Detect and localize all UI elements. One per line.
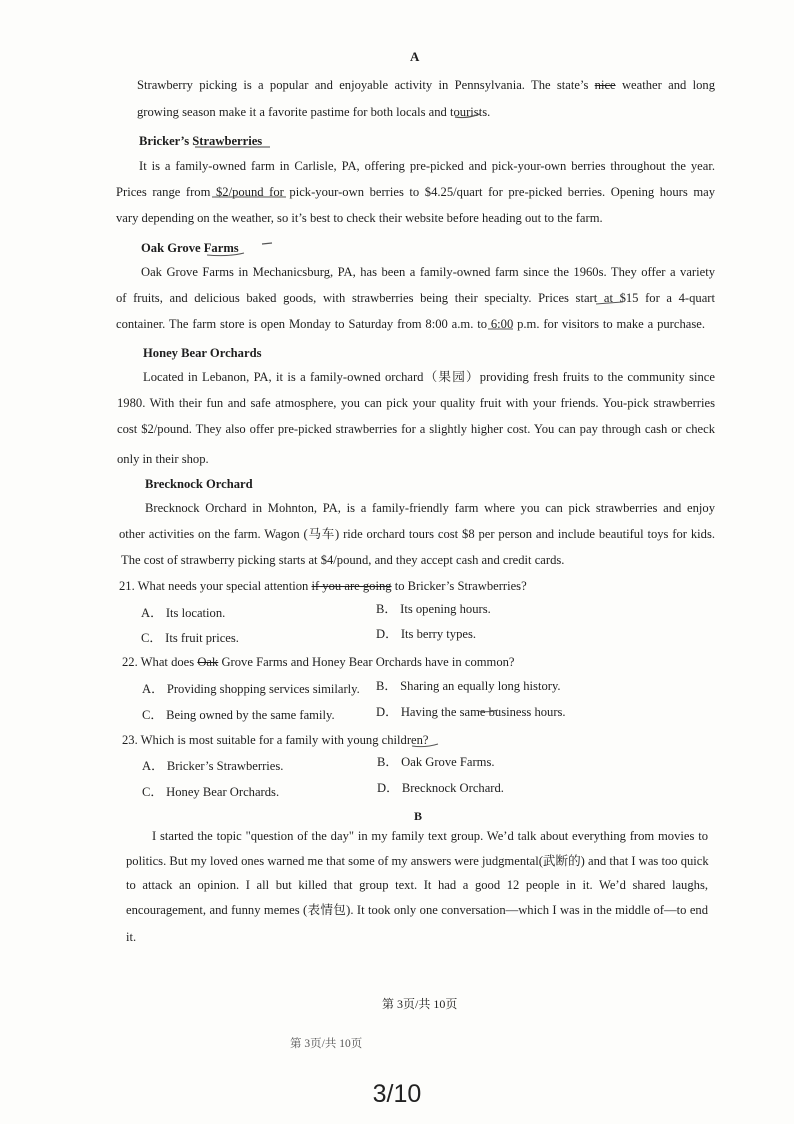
pencil-underline-children bbox=[412, 744, 438, 747]
farm-1-line-3: vary depending on the weather, so it’s best to check their website before heading out to the farm. bbox=[116, 211, 603, 225]
section-b-line-2: politics. But my loved ones warned me that some of my answers were judgmental(武断的) and that I was too quick bbox=[126, 854, 709, 868]
farm-4-line-1: Brecknock Orchard in Mohnton, PA, is a family-friendly farm where you can pick strawberries and enjoy bbox=[145, 501, 715, 515]
pencil-underline-oak bbox=[207, 253, 244, 256]
question-21-post: Bricker’s Strawberries? bbox=[404, 579, 527, 593]
intro-line-1-pre: Strawberry picking is a popular and enjoyable activity in Pennsylvania. The state’s bbox=[137, 78, 595, 92]
question-21-pre: 21. What needs your special attention bbox=[119, 579, 312, 593]
pencil-dash-mark bbox=[262, 243, 272, 244]
pencil-underline-long bbox=[478, 710, 498, 712]
intro-struck-word: nice bbox=[594, 78, 616, 92]
section-b-line-1: I started the topic "question of the day" in my family text group. We’d talk about everything from movies to bbox=[152, 829, 708, 843]
pencil-underline-intro bbox=[455, 114, 480, 118]
section-b-line-3: to attack an opinion. I all but killed that group text. It had a good 12 people in it. We’d shared laughs, bbox=[126, 878, 708, 892]
pencil-underline-quart bbox=[596, 302, 622, 304]
farm-heading-brickers: Bricker’s Strawberries bbox=[139, 134, 263, 148]
farm-2-line-1: Oak Grove Farms in Mechanicsburg, PA, has been a family-owned farm since the 1960s. They offer a variety bbox=[141, 265, 715, 279]
q22-option-a: A． Providing shopping services similarly. bbox=[142, 682, 360, 696]
q21-option-c: C． Its fruit prices. bbox=[141, 631, 239, 645]
farm-4-line-3: The cost of strawberry picking starts at $4/pound, and they accept cash and credit cards. bbox=[121, 553, 565, 567]
farm-3-line-2: 1980. With their fun and safe atmosphere, you can pick your quality fruit with your friends. You-pick strawberries bbox=[117, 396, 715, 410]
q23-option-c: C． Honey Bear Orchards. bbox=[142, 785, 280, 799]
farm-3-line-4: only in their shop. bbox=[117, 452, 209, 466]
farm-3-line-3: cost $2/pound. They also offer pre-picked strawberries for a slightly higher cost. You can pay through cash or check bbox=[117, 422, 715, 436]
farm-2-line-3: container. The farm store is open Monday to Saturday from 8:00 a.m. to 6:00 p.m. for visitors to make a purchase. bbox=[116, 317, 705, 331]
page-number: 3/10 bbox=[372, 1080, 422, 1108]
farm-4-line-2: other activities on the farm. Wagon (马车) ride orchard tours cost $8 per person and include beautiful toys for kids. bbox=[119, 527, 715, 541]
question-22-struck: Oak bbox=[197, 655, 219, 669]
farm-heading-honey-bear: Honey Bear Orchards bbox=[143, 346, 262, 360]
farm-heading-oak-grove: Oak Grove Farms bbox=[141, 241, 239, 255]
q23-option-a: A． Bricker’s Strawberries. bbox=[142, 759, 284, 773]
farm-3-line-1: Located in Lebanon, PA, it is a family-owned orchard（果园）providing fresh fruits to the community since bbox=[143, 370, 715, 384]
q21-option-a: A． Its location. bbox=[141, 606, 226, 620]
page-footer-cn-faint: 第 3页/共 10页 bbox=[290, 1038, 363, 1050]
intro-line-1-post: weather and long bbox=[615, 78, 715, 92]
page-footer-cn: 第 3页/共 10页 bbox=[382, 997, 458, 1011]
q21-option-b: B． Its opening hours. bbox=[376, 602, 491, 616]
question-21-struck: if you are going bbox=[311, 579, 392, 593]
question-22-post: Grove Farms and Honey Bear Orchards have in common? bbox=[218, 655, 515, 669]
intro-line-2: growing season make it a favorite pastime for both locals and tourists. bbox=[137, 105, 491, 119]
q22-option-d: D． Having the same business hours. bbox=[376, 705, 566, 719]
q23-option-b: B． Oak Grove Farms. bbox=[377, 755, 495, 769]
farm-heading-brecknock: Brecknock Orchard bbox=[145, 477, 253, 491]
farm-1-line-2: Prices range from $2/pound for pick-your-own berries to $4.25/quart for pre-picked berries. Opening hours may bbox=[116, 185, 715, 199]
question-22-pre: 22. What does bbox=[122, 655, 198, 669]
question-23: 23. Which is most suitable for a family with young children? bbox=[122, 733, 429, 747]
q22-option-c: C． Being owned by the same family. bbox=[142, 708, 335, 722]
section-b-label: B bbox=[414, 809, 423, 823]
farm-1-line-1: It is a family-owned farm in Carlisle, PA, offering pre-picked and pick-your-own berries throughout the year. bbox=[139, 159, 715, 173]
farm-2-line-2: of fruits, and delicious baked goods, with strawberries being their specialty. Prices start at $15 for a 4-quart bbox=[116, 291, 715, 305]
q23-option-d: D． Brecknock Orchard. bbox=[377, 781, 504, 795]
section-b-line-5: it. bbox=[126, 930, 137, 944]
q21-option-d: D． Its berry types. bbox=[376, 627, 477, 641]
section-a-label: A bbox=[410, 49, 420, 64]
question-21-mid: to bbox=[391, 579, 405, 593]
q22-option-b: B． Sharing an equally long history. bbox=[376, 679, 561, 693]
section-b-line-4: encouragement, and funny memes (表情包). It took only one conversation—which I was in the middle of—to end bbox=[126, 903, 708, 917]
